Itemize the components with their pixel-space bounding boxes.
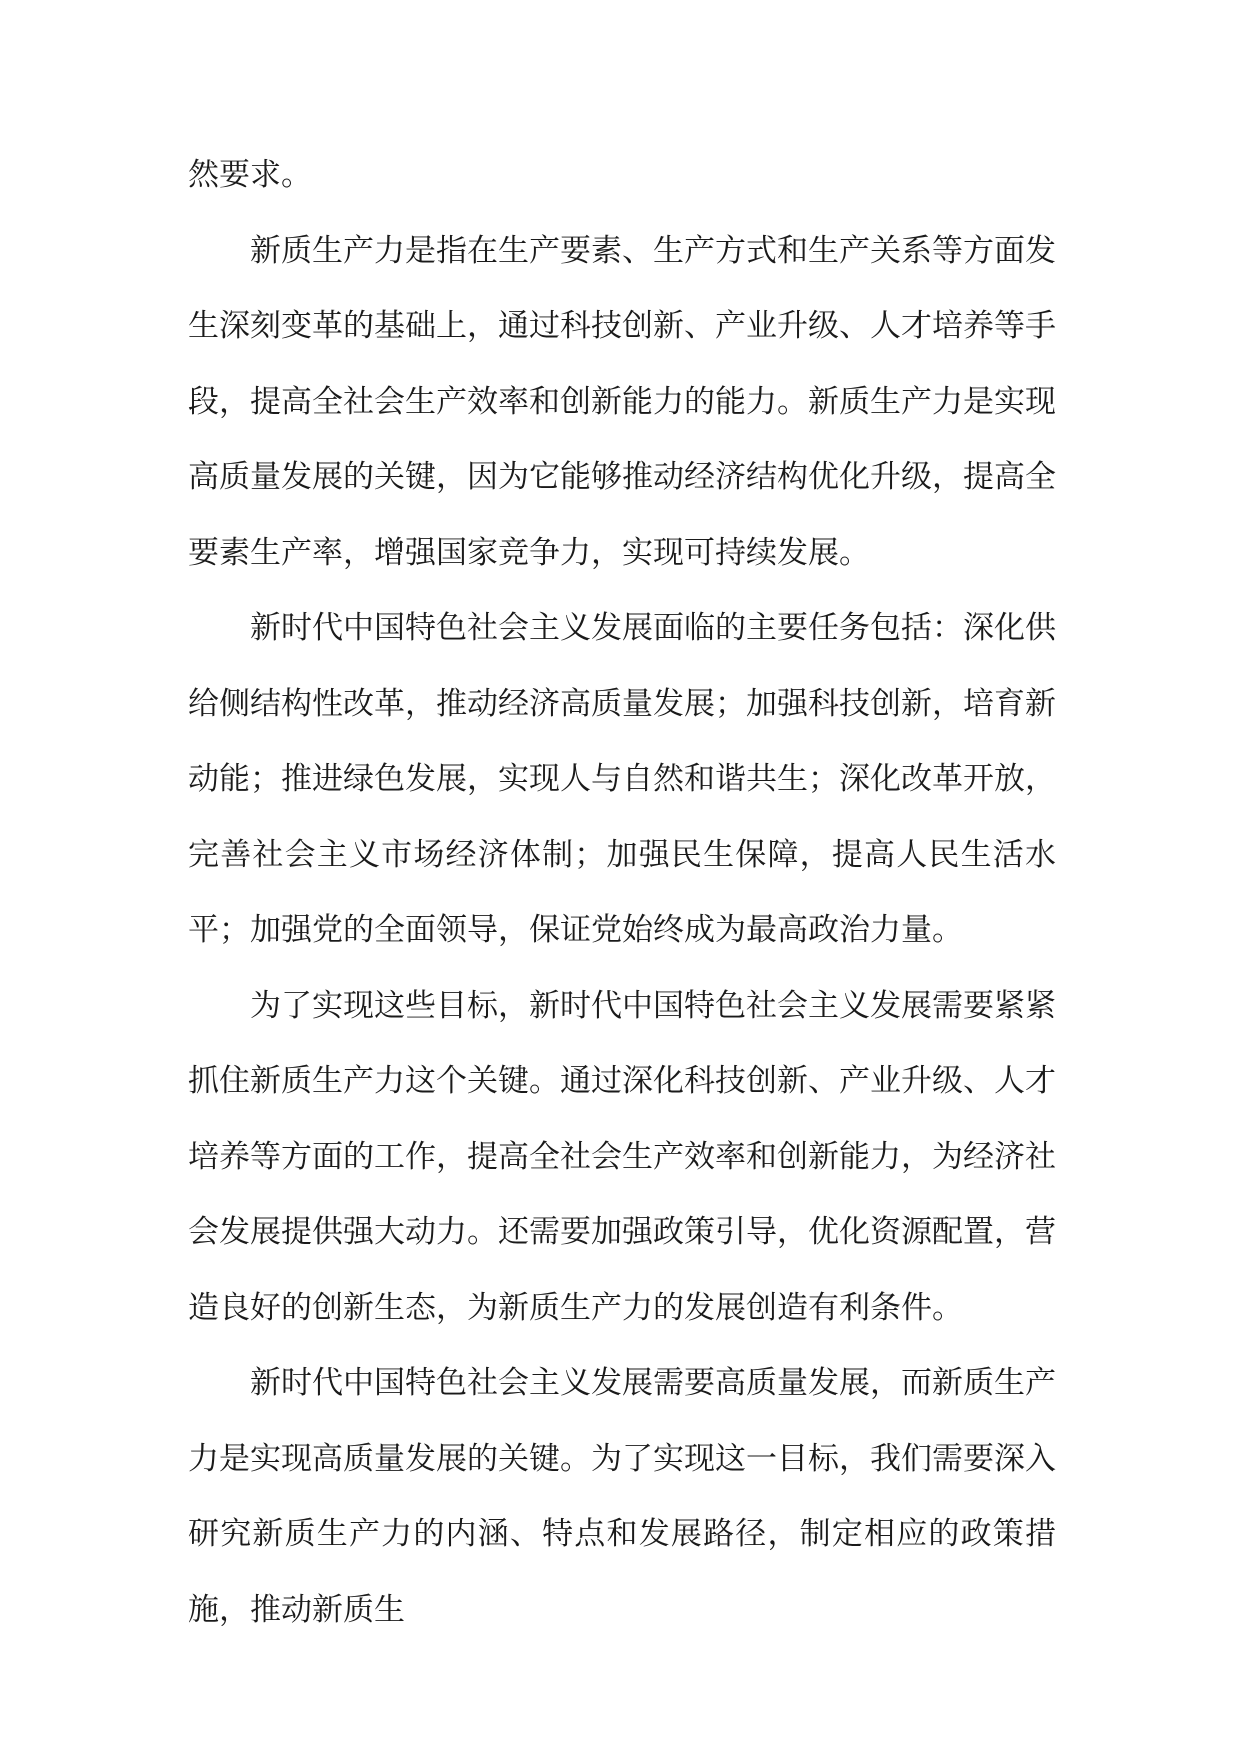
paragraph-4: 为了实现这些目标，新时代中国特色社会主义发展需要紧紧抓住新质生产力这个关键。通过深化科技创新、产业升级、人才培养等方面的工作，提高全社会生产效率和创新能力，为经济社会发展提供强大动力。还需要加强政策引导，优化资源配置，营造良好的创新生态，为新质生产力的发展创造有利条件。 — [188, 987, 1056, 1326]
paragraph-5: 新时代中国特色社会主义发展需要高质量发展，而新质生产力是实现高质量发展的关键。为了实现这一目标，我们需要深入研究新质生产力的内涵、特点和发展路径，制定相应的政策措施，推动新质生 — [188, 1365, 1056, 1628]
paragraph-1: 然要求。 — [188, 157, 312, 193]
paragraph-3: 新时代中国特色社会主义发展面临的主要任务包括：深化供给侧结构性改革，推动经济高质量发展；加强科技创新，培育新动能；推进绿色发展，实现人与自然和谐共生；深化改革开放，完善社会主义市场经济体制；加强民生保障，提高人民生活水平；加强党的全面领导，保证党始终成为最高政治力量。 — [188, 610, 1056, 948]
document-body — [188, 138, 1056, 1648]
paragraph-2: 新质生产力是指在生产要素、生产方式和生产关系等方面发生深刻变革的基础上，通过科技创新、产业升级、人才培养等手段，提高全社会生产效率和创新能力的能力。新质生产力是实现高质量发展的关键，因为它能够推动经济结构优化升级，提高全要素生产率，增强国家竞争力，实现可持续发展。 — [188, 232, 1056, 571]
